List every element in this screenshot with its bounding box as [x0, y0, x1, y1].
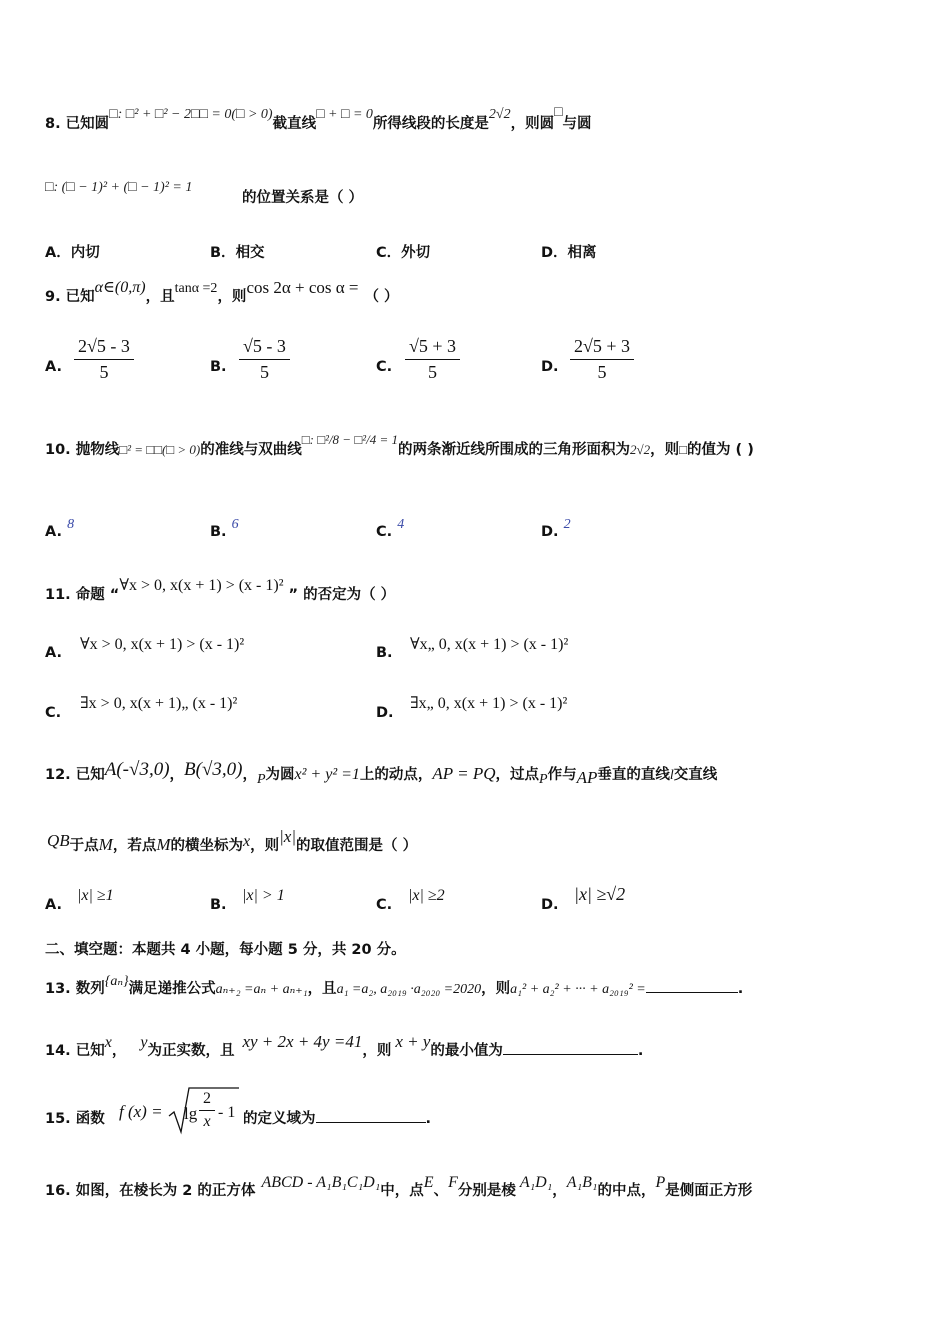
q15-text: . — [425, 1111, 432, 1127]
q13-sequence: {aₙ} — [104, 974, 129, 989]
q12-line2 — [47, 827, 418, 854]
q10-area-formula: 2√2 — [629, 442, 651, 457]
q12-text: 的取值范围是（ ） — [296, 838, 418, 854]
q10-hyperbola-formula: □: □²/8 − □²/4 = 1 — [301, 432, 398, 447]
q16-text: 中，点 — [380, 1183, 424, 1199]
q12-text: 作与 — [547, 767, 577, 783]
q9-option-a-fraction: $\frac{2√5 - 3}{5}$ — [74, 336, 134, 383]
q12-option-d: D. — [541, 897, 559, 913]
q8-length-formula: 2√2 — [488, 107, 511, 122]
q14-number: 14. — [45, 1043, 71, 1059]
q12-point-b: B(√3,0) — [184, 759, 243, 780]
q13-text: 数列 — [75, 981, 105, 997]
q11-option-a-formula: ∀x > 0, x(x + 1) > (x - 1)² — [80, 636, 245, 653]
q12-x-var: x — [243, 833, 251, 850]
q8-line2-text — [242, 191, 363, 206]
q13-text: 满足递推公式 — [128, 981, 216, 997]
q9-number: 9. — [45, 289, 61, 305]
q15-line — [45, 1112, 105, 1127]
q8-line2 — [45, 180, 192, 195]
q8-option-c: C．外切 — [376, 245, 431, 261]
q9-option-d-fraction: $\frac{2√5 + 3}{5}$ — [570, 336, 634, 383]
q8-option-a: A．内切 — [45, 245, 100, 261]
q16-text: 的中点， — [597, 1183, 656, 1199]
q16-number: 16. — [45, 1183, 71, 1199]
q12-text: ，则 — [250, 838, 280, 854]
q16-text: 、 — [433, 1183, 449, 1199]
q11-option-d-formula: ∃x„ 0, x(x + 1) > (x - 1)² — [410, 695, 568, 712]
q15-text: 的定义域为 — [243, 1111, 316, 1127]
q11-number: 11. — [45, 587, 71, 603]
q15-lg: lg — [184, 1104, 198, 1123]
q12-point-m: M — [98, 835, 113, 854]
q12-option-c: C. — [376, 897, 393, 913]
q11-text: ” 的否定为（ ） — [283, 587, 396, 603]
q16-point-p: P — [655, 1174, 666, 1191]
q13-line — [45, 974, 744, 997]
q11-option-c-formula: ∃x > 0, x(x + 1)„ (x - 1)² — [80, 695, 238, 712]
q15-function-lhs: f (x) = — [119, 1102, 163, 1121]
q11-option-d: D. — [376, 705, 394, 721]
q13-text: ，且 — [307, 981, 337, 997]
q12-text: ，若点 — [112, 838, 157, 854]
q16-text: 分别是棱 — [457, 1183, 516, 1199]
q13-number: 13. — [45, 981, 71, 997]
q16-edge-a1b1: A₁B₁ — [566, 1174, 598, 1191]
q11-text: 命题 “ — [75, 587, 120, 603]
q16-point-e: E — [423, 1174, 434, 1191]
q14-x-plus-y: x + y — [395, 1032, 431, 1051]
q15-line-tail — [243, 1112, 431, 1127]
q8-text: 的位置关系是（ ） — [242, 190, 364, 206]
q10-number: 10. — [45, 442, 71, 458]
q10-option-b: B. 6 — [210, 517, 239, 540]
q12-text: 垂直的直线 — [597, 767, 670, 783]
q10-option-c: C. 4 — [376, 517, 405, 540]
q15-answer-blank[interactable] — [316, 1121, 426, 1123]
q14-text: 已知 — [75, 1043, 105, 1059]
q12-option-a-formula: |x| ≥1 — [77, 887, 114, 904]
q12-option-c-formula: |x| ≥2 — [408, 887, 445, 904]
q16-point-f: F — [448, 1174, 458, 1191]
q13-sum: a₁² + a₂² + ··· + a₂₀₁₉² = — [510, 982, 646, 997]
q13-text: ，则 — [481, 981, 511, 997]
q12-line1 — [45, 759, 718, 787]
q8-text: ，则圆 — [510, 116, 555, 132]
q14-text: ， — [111, 1043, 127, 1059]
q8-circle-c-formula: □: □² + □² − 2□□ = 0(□ > 0) — [109, 107, 273, 122]
q14-equation: xy + 2x + 4y =41 — [242, 1032, 363, 1051]
q11-line — [45, 577, 396, 603]
q13-text: . — [737, 981, 744, 997]
q9-option-d-label: D. — [541, 359, 559, 375]
q8-text: 所得线段的长度是 — [372, 116, 489, 132]
q9-option-a-label: A. — [45, 359, 62, 375]
q12-option-a: A. — [45, 897, 62, 913]
q8-circle-n-formula: □: (□ − 1)² + (□ − 1)² = 1 — [45, 180, 193, 195]
q8-text: 已知圆 — [65, 116, 110, 132]
q12-option-d-formula: |x| ≥√2 — [574, 884, 626, 904]
q9-line — [45, 278, 399, 305]
q14-text: 的最小值为 — [430, 1043, 503, 1059]
q11-option-b-formula: ∀x„ 0, x(x + 1) > (x - 1)² — [410, 636, 569, 653]
q10-parabola-formula: □² = □□(□ > 0) — [119, 442, 201, 457]
q13-condition: a₁ =a₂, a₂₀₁₉ ·a₂₀₂₀ =2020 — [336, 982, 482, 997]
q12-ap-pq-formula: AP = PQ — [432, 764, 496, 783]
q12-text: 于点 — [69, 838, 99, 854]
q9-text: ，且 — [145, 289, 175, 305]
q12-text: 交直线 — [673, 767, 718, 783]
q12-point-a: A(-√3,0) — [104, 759, 170, 780]
q12-text: ， — [242, 767, 257, 783]
q9-option-c-label: C. — [376, 359, 393, 375]
q16-edge-a1d1: A₁D₁ — [519, 1174, 553, 1191]
q10-option-a: A. 8 — [45, 517, 75, 540]
q13-recursion: aₙ₊₂ =aₙ + aₙ₊₁ — [215, 982, 308, 997]
q11-proposition: ∀x > 0, x(x + 1) > (x - 1)² — [119, 577, 284, 594]
q12-ap-segment: AP — [576, 768, 598, 787]
q11-option-a: A. — [45, 645, 62, 661]
q14-answer-blank[interactable] — [503, 1053, 638, 1055]
q15-text: 函数 — [75, 1111, 105, 1127]
q11-option-b: B. — [376, 645, 393, 661]
q9-option-b-label: B. — [210, 359, 227, 375]
q10-text: 的值为 ( ) — [686, 442, 754, 458]
section-heading: 二、填空题：本题共 4 小题，每小题 5 分，共 20 分。 — [45, 942, 406, 958]
q12-text: 的横坐标为 — [170, 838, 244, 854]
q10-text: 的两条渐近线所围成的三角形面积为 — [397, 442, 630, 458]
q14-x-var: x — [104, 1034, 112, 1051]
q14-text: . — [637, 1043, 644, 1059]
q16-text: ， — [552, 1183, 567, 1199]
q8-line-formula: □ + □ = 0 — [316, 107, 373, 122]
q8-text: 与圆 — [562, 116, 592, 132]
q10-text: 的准线与双曲线 — [200, 442, 302, 458]
q10-text: 抛物线 — [75, 442, 120, 458]
q12-point-m-2: M — [156, 835, 171, 854]
q16-cube: ABCD - A₁B₁C₁D₁ — [261, 1174, 381, 1191]
q9-option-b-fraction: $\frac{√5 - 3}{5}$ — [239, 336, 290, 383]
q9-tan-formula: tanα =2 — [174, 281, 218, 296]
q14-line — [45, 1032, 644, 1059]
q15-fraction: $\frac{2}{x}$ — [199, 1090, 215, 1131]
q10-line — [45, 432, 754, 458]
q11-option-c: C. — [45, 705, 62, 721]
q12-text: 上的动点， — [359, 767, 433, 783]
q12-number: 12. — [45, 767, 71, 783]
q9-text: （ ） — [364, 289, 399, 305]
q8-box-symbol: □ — [554, 105, 563, 120]
q9-alpha-formula: α∈(0,π) — [94, 279, 146, 296]
q8-option-b: B．相交 — [210, 245, 265, 261]
q14-text: 为正实数，且 — [147, 1043, 235, 1059]
q9-option-c-fraction: $\frac{√5 + 3}{5}$ — [405, 336, 460, 383]
q16-line — [45, 1174, 753, 1199]
q12-option-b: B. — [210, 897, 227, 913]
q12-line-l: l — [669, 768, 674, 783]
q10-box-symbol: □ — [679, 442, 687, 457]
q12-point-p: P — [256, 772, 266, 787]
q15-minus-one: - 1 — [218, 1104, 236, 1121]
q12-text: ，过点 — [495, 767, 540, 783]
q16-text: 是侧面正方形 — [665, 1183, 753, 1199]
q9-text: ，则 — [217, 289, 247, 305]
q8-option-d: D．相离 — [541, 245, 597, 261]
q16-text: 如图，在棱长为 2 的正方体 — [75, 1183, 256, 1199]
q12-text: 为圆 — [265, 767, 295, 783]
q10-option-d: D. 2 — [541, 517, 571, 540]
q14-text: ，则 — [362, 1043, 392, 1059]
q9-expression: cos 2α + cos α = — [246, 278, 359, 297]
q13-answer-blank[interactable] — [646, 991, 738, 993]
q12-text: ， — [169, 767, 185, 783]
q8-text: 截直线 — [272, 116, 317, 132]
q10-text: ，则 — [650, 442, 680, 458]
q12-abs-x: |x| — [279, 827, 297, 846]
q12-text: 已知 — [75, 767, 105, 783]
q14-y-var: y — [140, 1034, 148, 1051]
q8-number: 8. — [45, 116, 61, 132]
q9-text: 已知 — [65, 289, 95, 305]
q8-line1 — [45, 105, 592, 132]
q15-number: 15. — [45, 1111, 71, 1127]
q12-option-b-formula: |x| > 1 — [242, 887, 285, 904]
q12-point-p-2: P — [539, 772, 548, 787]
q12-circle-formula: x² + y² =1 — [294, 766, 360, 783]
q12-qb-line: QB — [47, 831, 70, 850]
